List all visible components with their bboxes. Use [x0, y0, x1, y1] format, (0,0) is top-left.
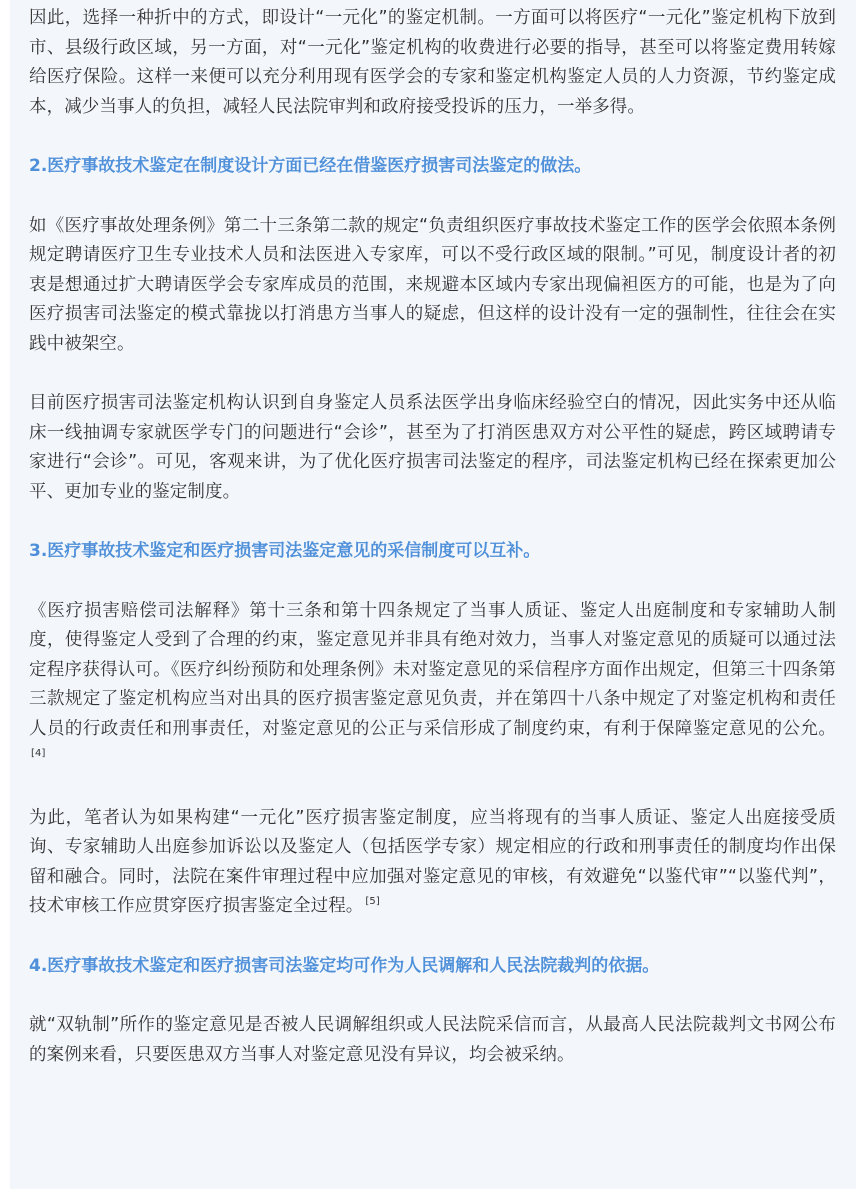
paragraph-forensic-consultation: 目前医疗损害司法鉴定机构认识到自身鉴定人员系法医学出身临床经验空白的情况，因此实务中还从临床一线抽调专家就医学专门的问题进行“会诊”，甚至为了打消医患双方对公平性的疑虑，跨区域聘请专家进行“会诊”。可见，客观来讲，为了优化医疗损害司法鉴定的程序，司法鉴定机构已经在探索更加公平、更加专业的鉴定制度。 — [29, 393, 836, 502]
section-heading-3: 3.医疗事故技术鉴定和医疗损害司法鉴定意见的采信制度可以互补。 — [29, 541, 541, 561]
paragraph-author-opinion: 为此，笔者认为如果构建“一元化”医疗损害鉴定制度，应当将现有的当事人质证、鉴定人出庭接受质询、专家辅助人出庭参加诉讼以及鉴定人（包括医学专家）规定相应的行政和刑事责任的制度均作出保留和融合。同时，法院在案件审理过程中应加强对鉴定意见的审核，有效避免“以鉴代审”“以鉴代判”，技术审核工作应贯穿医疗损害鉴定全过程。 [5] — [29, 807, 836, 916]
paragraph-regulation-article-23: 如《医疗事故处理条例》第二十三条第二款的规定“负责组织医疗事故技术鉴定工作的医学会依照本条例规定聘请医疗卫生专业技术人员和法医进入专家库，可以不受行政区域的限制。”可见，制度设计者的初衷是想通过扩大聘请医学会专家库成员的范围，来规避本区域内专家出现偏袒医方的可能，也是为了向医疗损害司法鉴定的模式靠拢以打消患方当事人的疑虑，但这样的设计没有一定的强制性，往往会在实践中被架空。 — [29, 215, 836, 354]
section-heading-2: 2.医疗事故技术鉴定在制度设计方面已经在借鉴医疗损害司法鉴定的做法。 — [29, 156, 592, 176]
footnote-ref-4[interactable]: [4] — [31, 748, 46, 760]
section-heading-4: 4.医疗事故技术鉴定和医疗损害司法鉴定均可作为人民调解和人民法院裁判的依据。 — [29, 955, 660, 976]
paragraph-judicial-interpretation: 《医疗损害赔偿司法解释》第十三条和第十四条规定了当事人质证、鉴定人出庭制度和专家辅助人制度，使得鉴定人受到了合理的约束，鉴定意见并非具有绝对效力，当事人对鉴定意见的质疑可以通过法定程序获得认可。《医疗纠纷预防和处理条例》未对鉴定意见的采信程序方面作出规定，但第三十四条第三款规定了鉴定机构应当对出具的医疗损害鉴定意见负责，并在第四十八条中规定了对鉴定机构和责任人员的行政责任和刑事责任，对鉴定意见的公正与采信形成了制度约束，有利于保障鉴定意见的公允。[4] — [29, 600, 836, 760]
article-body — [10, 0, 856, 1189]
paragraph-dual-track: 就“双轨制”所作的鉴定意见是否被人民调解组织或人民法院采信而言，从最高人民法院裁判文书网公布的案例来看，只要医患双方当事人对鉴定意见没有异议，均会被采纳。 — [29, 1015, 836, 1065]
footnote-ref-5[interactable]: [5] — [365, 896, 380, 908]
paragraph-one-yuanhua-mechanism: 因此，选择一种折中的方式，即设计“一元化”的鉴定机制。一方面可以将医疗“一元化”鉴定机构下放到市、县级行政区域，另一方面，对“一元化”鉴定机构的收费进行必要的指导，甚至可以将鉴定费用转嫁给医疗保险。这样一来便可以充分利用现有医学会的专家和鉴定机构鉴定人员的人力资源，节约鉴定成本，减少当事人的负担，减轻人民法院审判和政府接受投诉的压力，一举多得。 — [29, 8, 836, 117]
